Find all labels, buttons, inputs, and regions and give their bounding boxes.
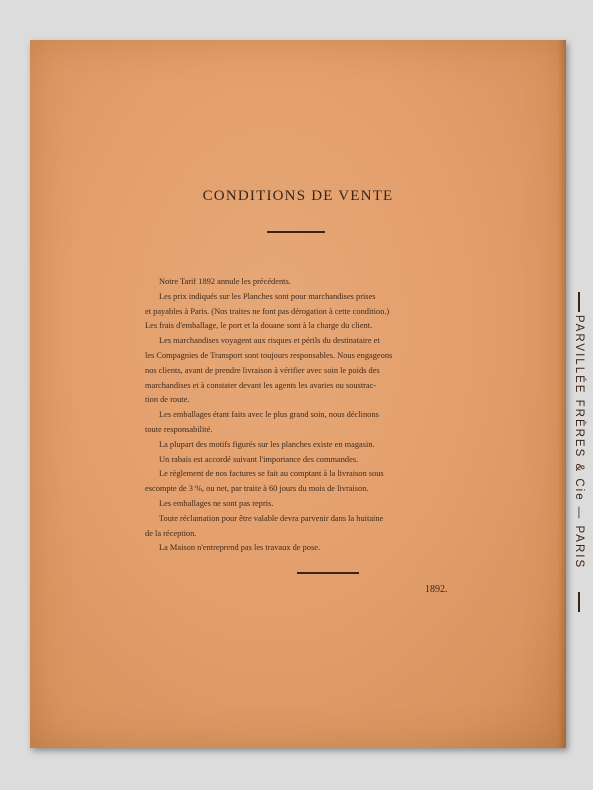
year-label: 1892. (425, 584, 448, 595)
text-line: Un rabais est accordé suivant l'importance des commandes. (159, 454, 359, 464)
document-page (30, 40, 585, 748)
side-rule-top (578, 292, 580, 312)
text-line: Les emballages étant faits avec le plus grand soin, nous déclinons (159, 410, 379, 420)
text-line: escompte de 3 %, ou net, par traite à 60 jours du mois de livraison. (145, 484, 369, 494)
text-line: Notre Tarif 1892 annule les précédents. (159, 277, 291, 286)
side-rule-bottom (578, 592, 580, 612)
text-line: Les marchandises voyagent aux risques et périls du destinataire et (159, 336, 380, 346)
closing-divider (297, 572, 359, 574)
publisher-label: PARVILLÉE FRÈRES & Cie — PARIS (573, 314, 585, 570)
conditions-text (145, 275, 457, 556)
text-line: Les emballages ne sont pas repris. (159, 498, 274, 508)
text-line: les Compagnies de Transport sont toujours responsables. Nous engageons (145, 350, 393, 360)
title-divider (267, 231, 325, 233)
text-line: Toute réclamation pour être valable devra parvenir dans la huitaine (159, 513, 384, 523)
text-line: La plupart des motifs figurés sur les planches existe en magasin. (159, 439, 375, 449)
text-line: Les frais d'emballage, le port et la douane sont à la charge du client. (145, 321, 373, 331)
text-line: de la réception. (145, 528, 197, 538)
text-line: Les prix indiqués sur les Planches sont pour marchandises prises (159, 291, 376, 301)
text-line: tion de route. (145, 395, 190, 405)
side-imprint (570, 292, 588, 612)
text-line: marchandises et à constater devant les agents les avaries ou soustrac- (145, 380, 377, 390)
page-title: CONDITIONS DE VENTE (202, 188, 394, 204)
text-line: nos clients, avant de prendre livraison à vérifier avec soin le poids des (145, 365, 380, 375)
text-line: et payables à Paris. (Nos traites ne font pas dérogation à cette condition.) (145, 306, 390, 316)
text-line: Le règlement de nos factures se fait au comptant à la livraison sous (159, 469, 384, 479)
text-line: toute responsabilité. (145, 424, 213, 434)
text-line: La Maison n'entreprend pas les travaux de pose. (159, 543, 321, 553)
